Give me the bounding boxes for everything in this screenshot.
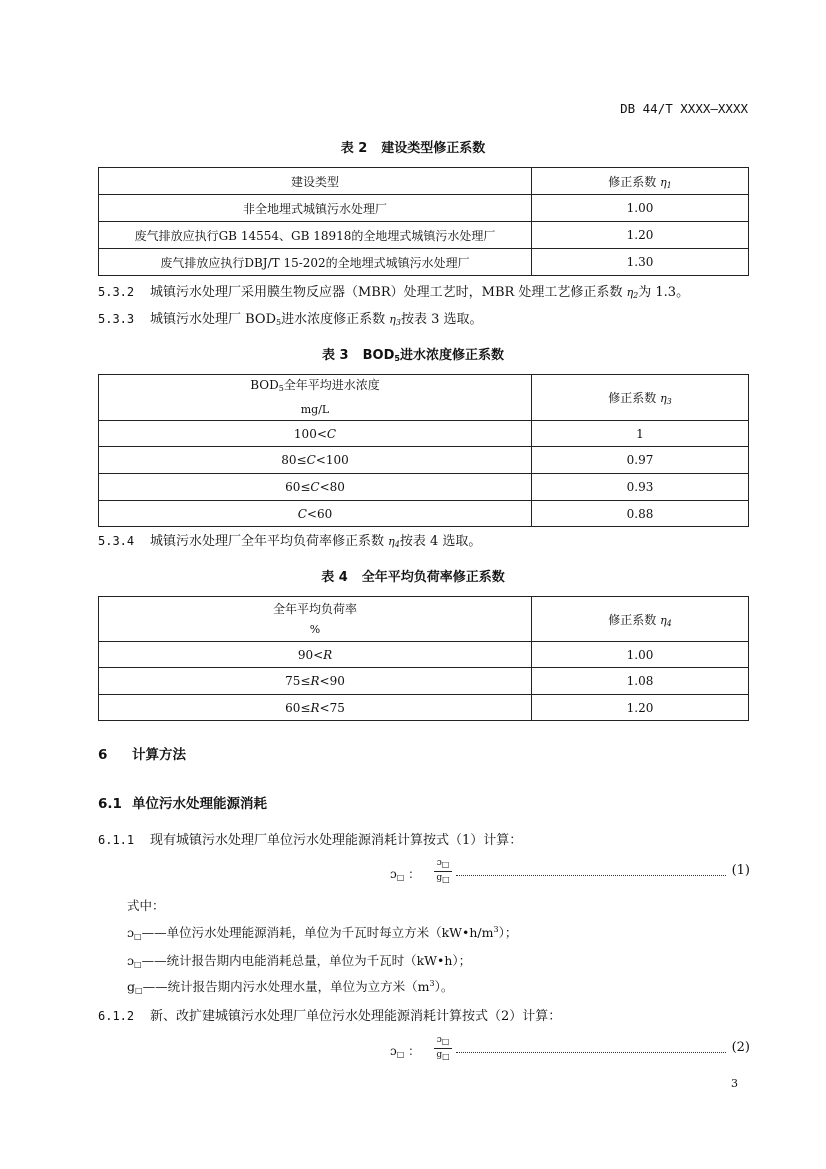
where-description: ——单位污水处理能源消耗，单位为千瓦时每立方米（kW•h/m xyxy=(141,925,494,940)
section-6-1-heading xyxy=(98,792,267,812)
range-suffix: <100 xyxy=(315,453,349,467)
col1-header-text: 全年平均负荷率 xyxy=(272,601,357,616)
range-variable: C xyxy=(326,426,337,441)
table-cell-value: 0.88 xyxy=(532,501,749,527)
table2 xyxy=(98,167,749,276)
section-6-heading xyxy=(98,743,186,763)
formula-numerator xyxy=(434,1034,452,1048)
leader-dots xyxy=(456,1044,726,1053)
where-item xyxy=(127,951,471,969)
table3-caption xyxy=(0,344,826,363)
eta-subscript: 1 xyxy=(666,180,672,190)
eta-symbol: η xyxy=(660,175,667,189)
formula-lhs-symbol: ɔ xyxy=(390,1044,397,1058)
bod-subscript: 5 xyxy=(394,354,400,363)
formula-lhs-subscript: □ xyxy=(396,1050,405,1059)
formula-lhs-subscript: □ xyxy=(396,873,405,882)
table-cell-value: 1.30 xyxy=(532,249,749,276)
superscript: 3 xyxy=(429,979,435,988)
numerator-subscript: □ xyxy=(441,1037,450,1046)
table3-col2-header xyxy=(532,375,749,421)
table-row xyxy=(99,474,749,501)
clause-number: 5.3.2 xyxy=(98,285,135,299)
formula-separator: ： xyxy=(408,1044,421,1058)
denominator-symbol: ց xyxy=(436,1050,443,1060)
where-symbol: ɔ xyxy=(127,925,135,940)
clause-number: 6.1.2 xyxy=(98,1009,135,1023)
paragraph-5-3-3 xyxy=(98,308,482,327)
where-symbol-subscript: □ xyxy=(134,960,142,969)
table-cell-value: 1.00 xyxy=(532,642,749,668)
table-cell-type: 废气排放应执行GB 14554、GB 18918的全地埋式城镇污水处理厂 xyxy=(99,222,532,249)
section-number: 6.1 xyxy=(98,796,122,812)
clause-text: 城镇污水处理厂 BOD xyxy=(150,312,277,327)
range-suffix: <60 xyxy=(306,506,333,521)
table3-col1-header xyxy=(99,375,532,421)
equation-number: (1) xyxy=(731,863,750,878)
where-description-tail: ）； xyxy=(498,925,518,940)
formula-lhs-symbol: ɔ xyxy=(390,867,397,881)
eta-subscript: 2 xyxy=(633,291,639,300)
clause-text: 城镇污水处理厂采用膜生物反应器（MBR）处理工艺时，MBR 处理工艺修正系数 xyxy=(150,285,627,300)
col1-header-text: 全年平均进水浓度 xyxy=(283,378,380,392)
denominator-subscript: □ xyxy=(442,1052,450,1061)
leader-dots xyxy=(456,867,726,876)
section-number: 6 xyxy=(98,747,108,763)
table-row xyxy=(99,249,749,276)
table-row xyxy=(99,421,749,447)
table-cell-value: 1.00 xyxy=(532,195,749,222)
superscript: 3 xyxy=(493,925,499,934)
table-cell-type: 废气排放应执行DBJ/T 15-202的全地埋式城镇污水处理厂 xyxy=(99,249,532,276)
table-cell-range xyxy=(99,421,532,447)
table-cell-value: 1 xyxy=(532,421,749,447)
section-title: 计算方法 xyxy=(132,747,186,763)
formula-denominator xyxy=(434,871,452,886)
where-symbol-subscript: □ xyxy=(134,932,142,941)
eta-subscript: 4 xyxy=(666,618,672,628)
clause-text-tail: 为 1.3。 xyxy=(638,285,690,300)
range-variable: R xyxy=(310,674,320,688)
table4-caption-title: 全年平均负荷率修正系数 xyxy=(361,570,505,585)
table-row xyxy=(99,195,749,222)
eta-symbol: η xyxy=(660,613,667,627)
table2-caption-title: 建设类型修正系数 xyxy=(381,141,486,156)
formula-fraction xyxy=(434,1034,452,1063)
col1-header-unit: mg/L xyxy=(300,403,330,416)
table-row xyxy=(99,668,749,695)
numerator-subscript: □ xyxy=(441,860,450,869)
table-row xyxy=(99,447,749,474)
table4-col2-header-text: 修正系数 xyxy=(608,612,661,627)
range-variable: R xyxy=(323,647,333,662)
eta-subscript: 4 xyxy=(394,540,400,549)
denominator-subscript: □ xyxy=(442,875,450,884)
table-row xyxy=(99,642,749,668)
bod-subscript: 5 xyxy=(276,318,282,327)
range-prefix: 80≤ xyxy=(281,453,307,467)
clause-number: 6.1.1 xyxy=(98,833,135,847)
table2-caption-label: 表 2 xyxy=(340,141,368,156)
paragraph-5-3-2 xyxy=(98,281,689,300)
col1-header-unit: % xyxy=(309,622,321,636)
table4 xyxy=(98,596,749,721)
where-symbol: ց xyxy=(127,979,136,994)
table-cell-range xyxy=(99,642,532,668)
col1-header-bod: BOD xyxy=(250,378,279,392)
table-cell-value: 1.20 xyxy=(532,222,749,249)
range-suffix: <80 xyxy=(319,480,345,494)
range-prefix: 100< xyxy=(293,426,327,441)
table-cell-range xyxy=(99,447,532,474)
table-cell-range xyxy=(99,474,532,501)
range-variable: C xyxy=(297,506,307,521)
where-item xyxy=(127,923,517,941)
table4-header-row xyxy=(99,597,749,642)
eta-symbol: η xyxy=(660,392,667,405)
formula-numerator xyxy=(434,857,452,871)
where-description: ——统计报告期内污水处理水量，单位为立方米（m xyxy=(142,979,430,994)
formula-lhs xyxy=(390,1042,420,1059)
clause-text-mid: 进水浓度修正系数 xyxy=(281,312,390,327)
page-number: 3 xyxy=(731,1077,738,1090)
clause-text: 新、改扩建城镇污水处理厂单位污水处理能源消耗计算按式（2）计算： xyxy=(150,1009,562,1024)
where-symbol-subscript: □ xyxy=(135,986,143,995)
range-variable: C xyxy=(310,480,320,494)
range-variable: R xyxy=(310,700,320,715)
table-cell-value: 0.97 xyxy=(532,447,749,474)
table-cell-type: 非全地埋式城镇污水处理厂 xyxy=(99,195,532,222)
clause-text-tail: 按表 4 选取。 xyxy=(399,534,482,549)
table2-col2-header-text: 修正系数 xyxy=(608,174,661,189)
eta-symbol: η xyxy=(626,286,634,299)
table-cell-range xyxy=(99,501,532,527)
table4-caption-label: 表 4 xyxy=(321,570,348,585)
table3-caption-label: 表 3 xyxy=(322,348,349,363)
clause-number: 5.3.4 xyxy=(98,534,135,548)
table2-col1-header: 建设类型 xyxy=(99,168,532,195)
where-description-tail: ）。 xyxy=(434,979,454,994)
equation-number: (2) xyxy=(731,1040,750,1055)
clause-text: 城镇污水处理厂全年平均负荷率修正系数 xyxy=(150,534,389,549)
table-row xyxy=(99,501,749,527)
range-prefix: 60≤ xyxy=(285,480,311,494)
eta-symbol: η xyxy=(389,313,396,326)
formula-fraction xyxy=(434,857,452,886)
table2-col2-header xyxy=(532,168,749,195)
range-variable: C xyxy=(306,453,316,467)
denominator-symbol: ց xyxy=(436,873,443,883)
document-code: DB 44/T XXXX—XXXX xyxy=(620,101,748,116)
paragraph-6-1-2 xyxy=(98,1005,561,1024)
formula-denominator xyxy=(434,1048,452,1063)
clause-text: 现有城镇污水处理厂单位污水处理能源消耗计算按式（1）计算： xyxy=(150,833,523,848)
formula-separator: ： xyxy=(408,867,421,881)
eta-subscript: 3 xyxy=(666,397,672,406)
table-cell-range xyxy=(99,695,532,721)
table-cell-value: 1.20 xyxy=(532,695,749,721)
table-cell-value: 1.08 xyxy=(532,668,749,695)
table-cell-range xyxy=(99,668,532,695)
table4-caption xyxy=(0,566,826,585)
table2-caption xyxy=(0,137,826,156)
clause-text-tail: 按表 3 选取。 xyxy=(400,312,483,327)
table3-header-row xyxy=(99,375,749,421)
table2-header-row xyxy=(99,168,749,195)
range-prefix: 75≤ xyxy=(285,674,311,688)
range-suffix: <90 xyxy=(319,674,345,688)
table4-col1-header xyxy=(99,597,532,642)
table-cell-value: 0.93 xyxy=(532,474,749,501)
numerator-symbol: ɔ xyxy=(436,1035,442,1045)
table3-col2-header-text: 修正系数 xyxy=(608,391,661,405)
clause-number: 5.3.3 xyxy=(98,312,135,326)
where-label: 式中： xyxy=(127,898,165,913)
where-description: ——统计报告期内电能消耗总量，单位为千瓦时（kW•h）； xyxy=(141,953,472,968)
table3-caption-title-tail: 进水浓度修正系数 xyxy=(399,348,504,363)
section-title: 单位污水处理能源消耗 xyxy=(132,796,267,812)
table4-col2-header xyxy=(532,597,749,642)
formula-1 xyxy=(390,859,750,887)
where-symbol: ɔ xyxy=(127,953,135,968)
table-row xyxy=(99,695,749,721)
where-item xyxy=(127,977,453,995)
range-prefix: 90< xyxy=(297,647,324,662)
eta-subscript: 3 xyxy=(395,318,401,327)
numerator-symbol: ɔ xyxy=(436,858,442,868)
table3-caption-title: BOD xyxy=(362,348,395,363)
bod-subscript: 5 xyxy=(278,384,284,393)
table-row xyxy=(99,222,749,249)
eta-symbol: η xyxy=(388,535,395,548)
paragraph-6-1-1 xyxy=(98,829,522,848)
table3 xyxy=(98,374,749,527)
range-suffix: <75 xyxy=(319,700,345,715)
formula-lhs xyxy=(390,865,420,882)
paragraph-5-3-4 xyxy=(98,530,481,549)
range-prefix: 60≤ xyxy=(285,700,311,715)
formula-2 xyxy=(390,1036,750,1064)
